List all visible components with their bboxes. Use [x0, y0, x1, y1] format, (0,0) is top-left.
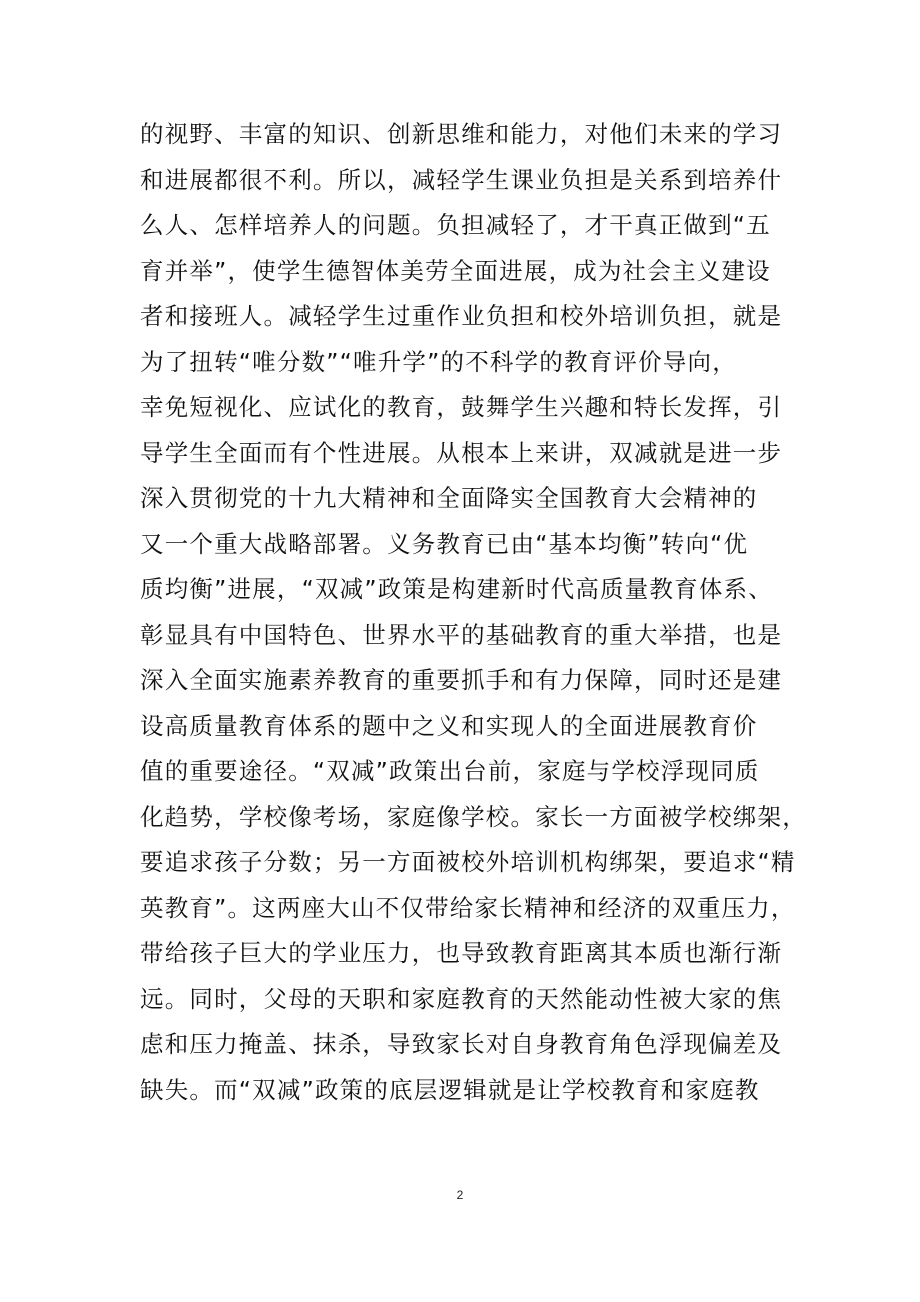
text-line: 值的重要途径。“双减”政策出台前，家庭与学校浮现同质: [140, 757, 760, 785]
text-line: 彰显具有中国特色、世界水平的基础教育的重大举措，也是: [140, 620, 783, 649]
text-line: 的视野、丰富的知识、创新思维和能力，对他们未来的学习: [140, 120, 783, 148]
text-line: 缺失。而“双减”政策的底层逻辑就是让学校教育和家庭教: [140, 1075, 760, 1104]
text-line: 质均衡”进展，“双减”政策是构建新时代高质量教育体系、: [140, 575, 773, 603]
text-line: 么人、怎样培养人的问题。负担减轻了，才干真正做到“五: [140, 211, 771, 239]
text-line: 设高质量教育体系的题中之义和实现人的全面进展教育价: [140, 711, 758, 740]
text-line: 育并举”，使学生德智体美劳全面进展，成为社会主义建设: [140, 256, 771, 285]
text-line: 幸免短视化、应试化的教育，鼓舞学生兴趣和特长发挥，引: [140, 393, 783, 421]
text-line: 和进展都很不利。所以，减轻学生课业负担是关系到培养什: [140, 165, 783, 194]
text-line: 化趋势，学校像考场，家庭像学校。家长一方面被学校绑架，: [140, 802, 807, 831]
body-text: [140, 112, 807, 1113]
text-line: 深入贯彻党的十九大精神和全面降实全国教育大会精神的: [140, 484, 758, 512]
text-line: 深入全面实施素养教育的重要抓手和有力保障，同时还是建: [140, 666, 783, 694]
text-line: 带给孩子巨大的学业压力，也导致教育距离其本质也渐行渐: [140, 939, 783, 967]
text-line: 为了扭转“唯分数”“唯升学”的不科学的教育评价导向，: [140, 347, 737, 376]
text-line: 导学生全面而有个性进展。从根本上来讲，双减就是进一步: [140, 438, 783, 467]
text-line: 虑和压力掩盖、抹杀，导致家长对自身教育角色浮现偏差及: [140, 1030, 783, 1058]
text-line: 又一个重大战略部署。义务教育已由“基本均衡”转向“优: [140, 529, 749, 558]
text-line: 者和接班人。减轻学生过重作业负担和校外培训负担，就是: [140, 302, 783, 330]
text-line: 远。同时，父母的天职和家庭教育的天然能动性被大家的焦: [140, 984, 783, 1013]
page-number: 2: [456, 1188, 464, 1202]
text-line: 要追求孩子分数；另一方面被校外培训机构绑架，要追求“精: [140, 848, 796, 876]
text-line: 英教育”。这两座大山不仅带给家长精神和经济的双重压力，: [140, 893, 796, 922]
